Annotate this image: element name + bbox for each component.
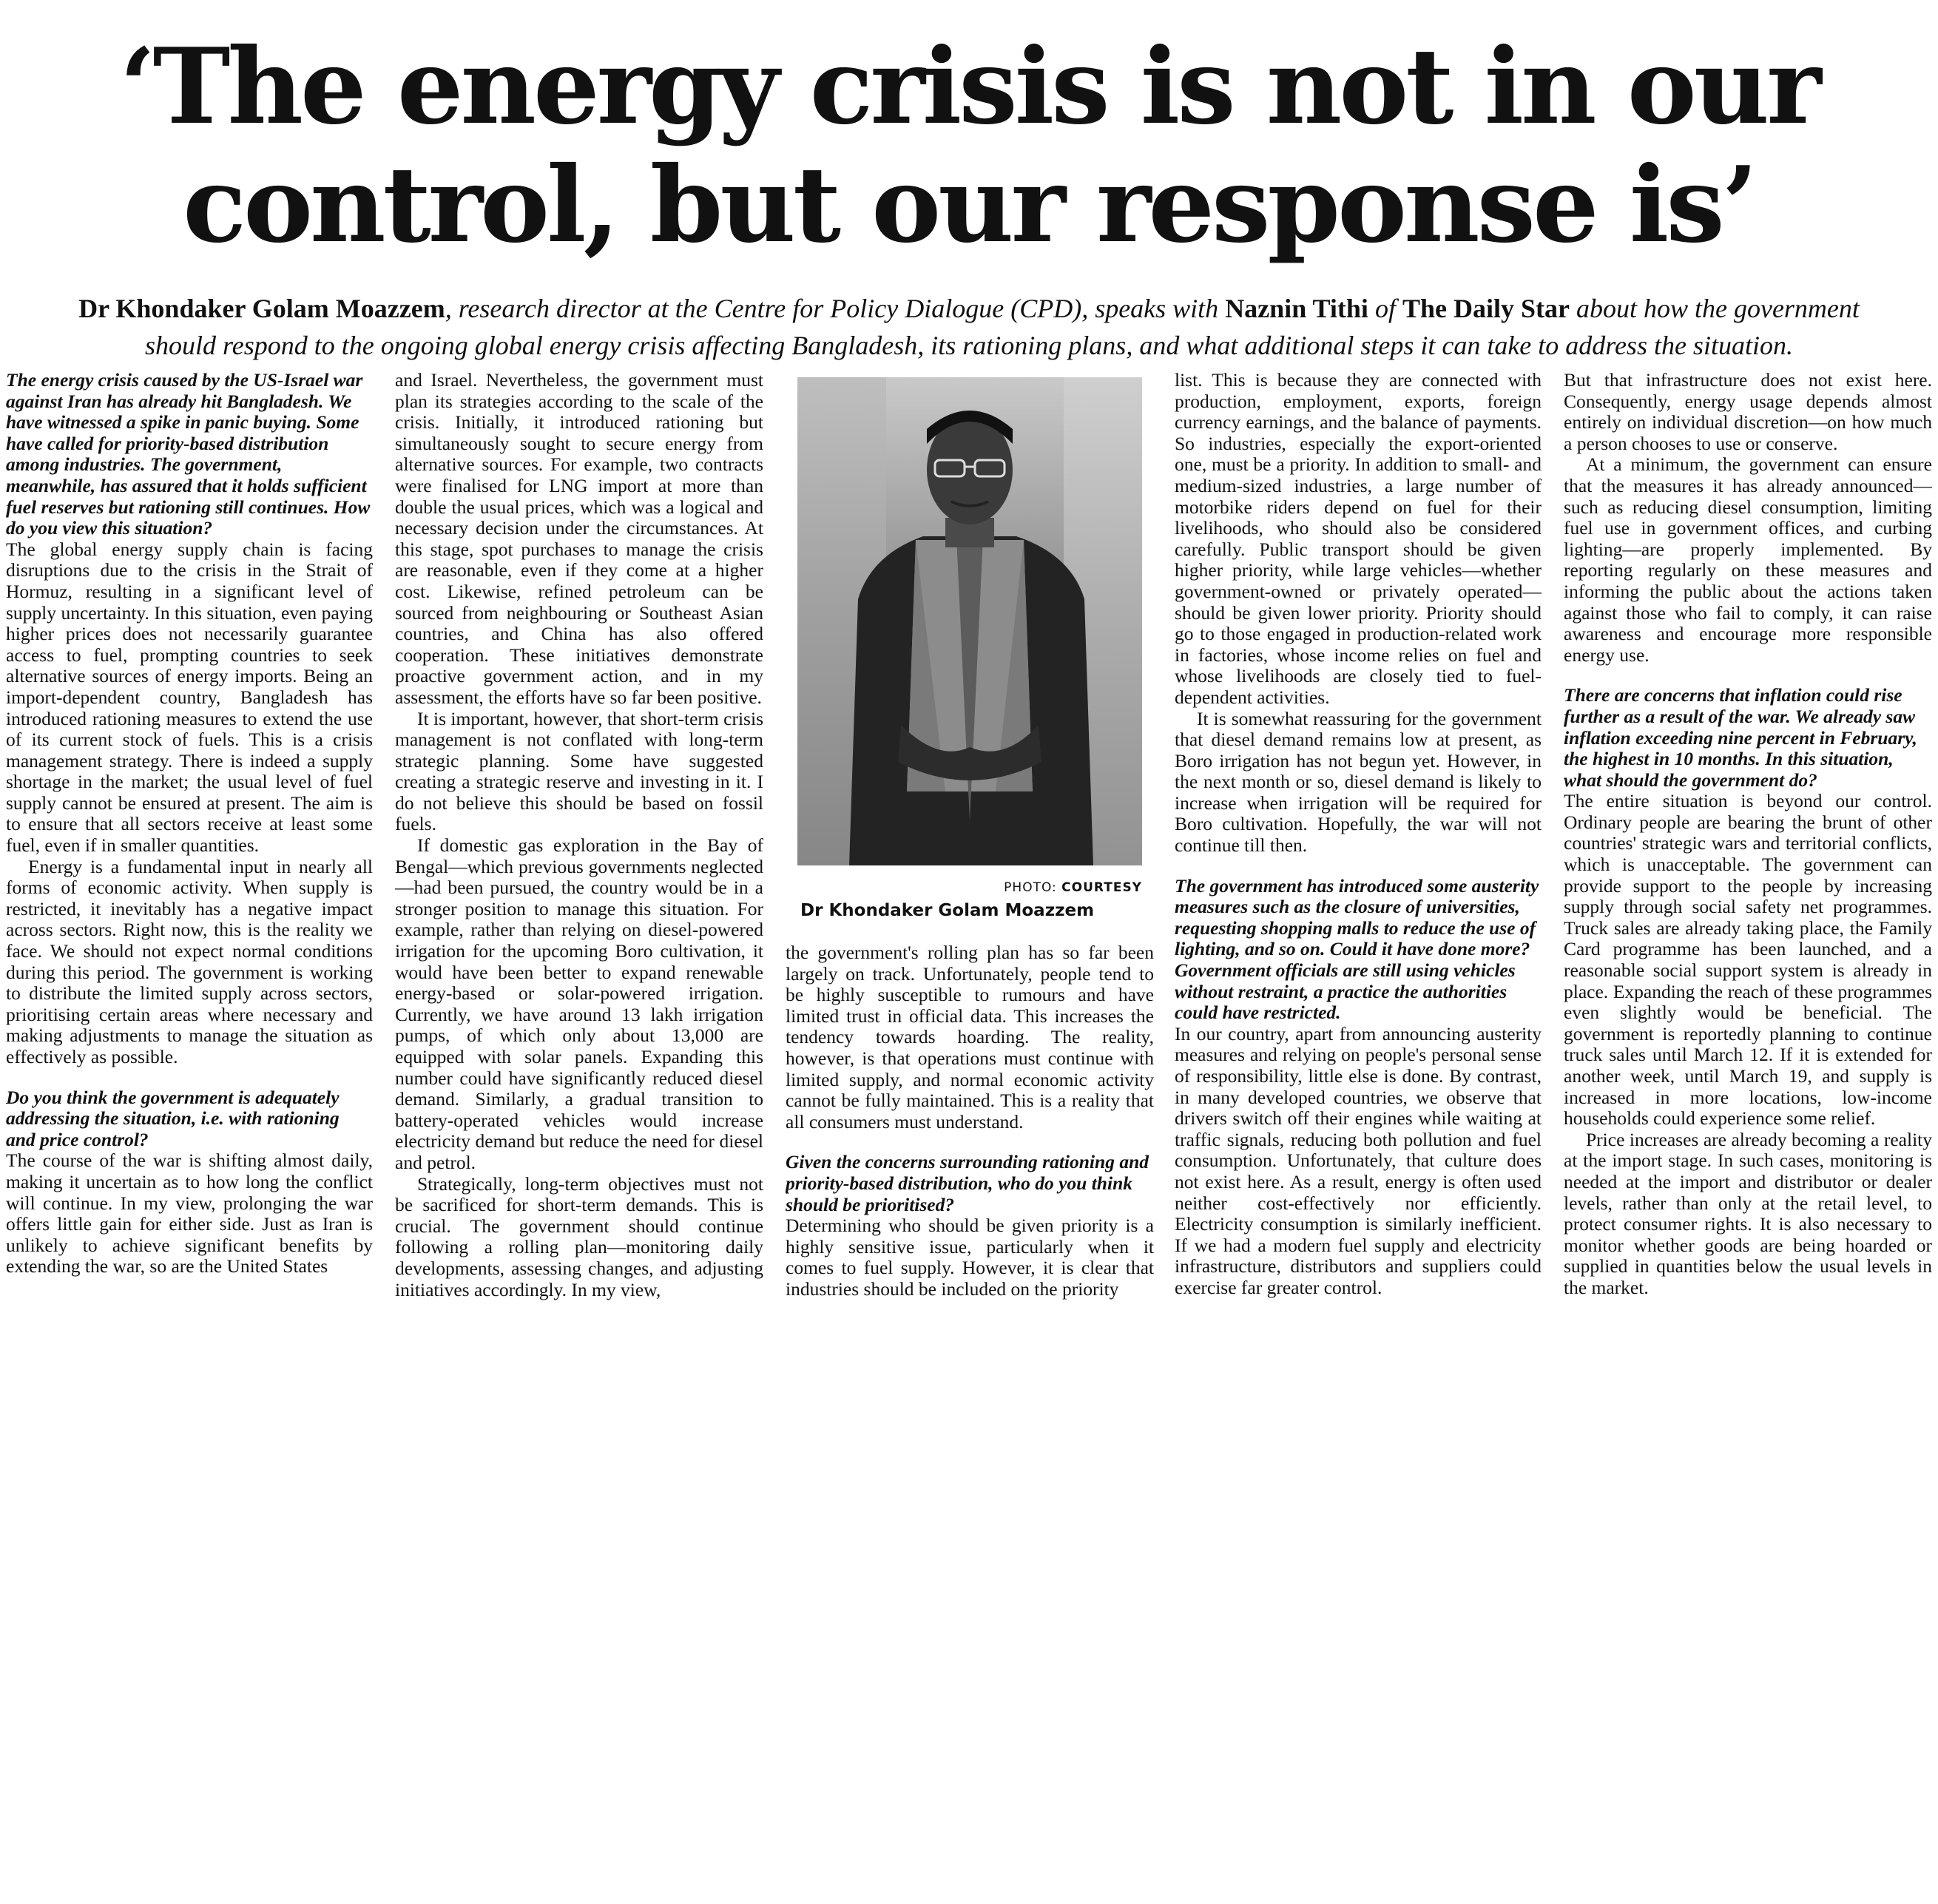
standfirst-interviewee: Dr Khondaker Golam Moazzem xyxy=(78,294,445,323)
headline-line-1: ‘The energy crisis is not in our xyxy=(119,26,1819,148)
portrait-photo xyxy=(797,377,1142,865)
portrait-illustration xyxy=(797,377,1142,865)
interview-answer: At a minimum, the government can ensure that the measures it has already announced—such as reducing diesel consumption, limiting fuel use in government offices, and curbing lighting—are properly implemented. By reporting regularly on these measures and informing the public about the actions taken against those who fail to comply, it can raise awareness and encourage more responsible energy use. xyxy=(1564,453,1932,666)
photo-credit-value: COURTESY xyxy=(1061,880,1142,895)
interview-answer: Price increases are already becoming a reality at the import stage. In such cases, monitoring is needed at the import and distributor or dealer levels, rather than only at the retail level, to protect consumer rights. It is also necessary to monitor whether goods are being hoarded or supplied in quantities below the usual levels in the market. xyxy=(1564,1128,1932,1298)
interview-answer: the government's rolling plan has so far been largely on track. Unfortunately, people tend to be highly susceptible to rumours and have limited trust in official data. This increases the tendency towards hoarding. The reality, however, is that operations must continue with limited supply, and normal economic activity cannot be fully maintained. This is a reality that all consumers must understand. xyxy=(786,942,1154,1132)
interview-answer: If domestic gas exploration in the Bay of Bengal—which previous governments neglected—had been pursued, the country would be in a stronger position to manage this situation. For example, rather than relying on diesel-powered irrigation for the upcoming Boro cultivation, it would have been better to expand renewable energy-based or solar-powered irrigation. Currently, we have around 13 lakh irrigation pumps, of which only about 13,000 are equipped with solar panels. Expanding this number could have significantly reduced diesel demand. Similarly, a gradual transition to battery-operated vehicles would increase electricity demand but reduce the need for diesel and petrol. xyxy=(395,834,763,1173)
standfirst-role: , research director at the Centre for Policy Dialogue (CPD), speaks with xyxy=(445,294,1226,323)
interview-answer: The entire situation is beyond our control. Ordinary people are bearing the brunt of other countries' strategic wars and territorial conflicts, which is unacceptable. The government can provide support to the people by increasing supply through social safety net programmes. Truck sales are already taking place, the Family Card programme has been launched, and a reasonable social support system is already in place. Expanding the reach of these programmes even slightly would be beneficial. The government is reportedly planning to continue truck sales until March 12. If it is extended for another week, until March 19, and supply is increased in more locations, low-income households could experience some relief. xyxy=(1564,790,1932,1130)
interview-question: The energy crisis caused by the US-Israel war against Iran has already hit Bangladesh. We have witnessed a spike in panic buying. Some have called for priority-based distribution among industries. The government, meanwhile, has assured that it holds sufficient fuel reserves but rationing still continues. How do you view this situation? xyxy=(6,370,371,539)
interview-answer: Strategically, long-term objectives must not be sacrificed for short-term demands. This is crucial. The government should continue following a rolling plan—monitoring daily developments, assessing changes, and adjusting initiatives accordingly. In my view, xyxy=(395,1172,763,1300)
article-column-3 xyxy=(786,942,1154,1904)
standfirst-rest: about how the government should respond to the ongoing global energy crisis affecting Bangladesh, its rationing plans, and what additional steps it can take to address the situation. xyxy=(145,294,1860,360)
interview-answer: and Israel. Nevertheless, the government must plan its strategies according to the scale of the crisis. Initially, it introduced rationing but simultaneously sought to secure energy from alternative sources. For example, two contracts were finalised for LNG import at more than double the usual prices, which was a logical and necessary decision under the circumstances. At this stage, spot purchases to manage the crisis are reasonable, even if they come at a higher cost. Likewise, refined petroleum can be sourced from neighbouring or Southeast Asian countries, and China has also offered cooperation. These initiatives demonstrate proactive government action, and in my assessment, the efforts have so far been positive. xyxy=(395,370,763,708)
article-column-2 xyxy=(395,370,763,1331)
interview-answer: Determining who should be given priority is a highly sensitive issue, particularly when it comes to fuel supply. However, it is clear that industries should be included on the priority xyxy=(786,1215,1154,1300)
article-column-4 xyxy=(1175,370,1542,1331)
interview-question: There are concerns that inflation could rise further as a result of the war. We already saw inflation exceeding nine percent in February, the highest in 10 months. In this situation, what should the government do? xyxy=(1564,684,1917,791)
interview-answer: Energy is a fundamental input in nearly all forms of economic activity. When supply is restricted, it inevitably has a negative impact across sectors. Right now, this is the reality we face. We should not expect normal conditions during this period. The government is working to distribute the limited supply across sectors, prioritising certain areas where necessary and making adjustments to manage the situation as effectively as possible. xyxy=(6,855,373,1067)
interview-question: The government has introduced some austerity measures such as the closure of universities, requesting shopping malls to reduce the use of lighting, and so on. Could it have done more? Government officials are still using vehicles without restraint, a practice the authorities could have restricted. xyxy=(1175,874,1539,1024)
standfirst-paper: The Daily Star xyxy=(1402,294,1570,323)
interview-answer: But that infrastructure does not exist here. Consequently, energy usage depends almost entirely on individual discretion—on how much a person chooses to use or conserve. xyxy=(1564,370,1932,454)
standfirst-interviewer: Naznin Tithi xyxy=(1225,294,1368,323)
photo-caption: Dr Khondaker Golam Moazzem xyxy=(800,901,1095,920)
interview-answer: In our country, apart from announcing austerity measures and relying on people's personal sense of responsibility, little else is done. By contrast, in many developed countries, we observe that drivers switch off their engines while waiting at traffic signals, reducing both pollution and fuel consumption. Unfortunately, that culture does not exist here. As a result, energy is often used neither cost-effectively nor efficiently. Electricity consumption is similarly inefficient. If we had a modern fuel supply and electricity infrastructure, distributors and suppliers could exercise far greater control. xyxy=(1175,1022,1542,1298)
headline xyxy=(0,28,1938,265)
standfirst xyxy=(44,290,1894,364)
standfirst-of: of xyxy=(1368,294,1402,323)
interview-answer: It is somewhat reassuring for the government that diesel demand remains low at present, as Boro irrigation has not begun yet. However, in the next month or so, diesel demand is likely to increase when irrigation will be required for Boro cultivation. Hopefully, the war will not continue till then. xyxy=(1175,707,1542,857)
article-column-1 xyxy=(6,370,373,1331)
interview-question: Do you think the government is adequately addressing the situation, i.e. with rationing and price control? xyxy=(6,1086,340,1150)
interview-answer: The course of the war is shifting almost daily, making it uncertain as to how long the conflict will continue. In my view, prolonging the war offers little gain for either side. Just as Iran is unlikely to achieve significant benefits by extending the war, so are the United States xyxy=(6,1150,373,1277)
interview-answer: The global energy supply chain is facing disruptions due to the crisis in the Strait of Hormuz, resulting in a significant level of supply uncertainty. In this situation, even paying higher prices does not necessarily guarantee access to fuel, prompting countries to seek alternative sources of energy imports. Being an import-dependent country, Bangladesh has introduced rationing measures to extend the use of its current stock of fuels. This is a crisis management strategy. There is indeed a supply shortage in the market; the usual level of fuel supply cannot be ensured at present. The aim is to ensure that all sectors receive at least some fuel, even if in smaller quantities. xyxy=(6,538,373,857)
interview-question: Given the concerns surrounding rationing and priority-based distribution, who do you think should be prioritised? xyxy=(786,1151,1149,1215)
photo-credit-label: PHOTO: xyxy=(1004,880,1062,895)
interview-answer: It is important, however, that short-term crisis management is not conflated with long-term strategic planning. Some have suggested creating a strategic reserve and investing in it. I do not believe this should be based on fossil fuels. xyxy=(395,707,763,835)
interview-answer: list. This is because they are connected with production, employment, exports, foreign currency earnings, and the balance of payments. So industries, especially the export-oriented one, must be a priority. In addition to small- and medium-sized industries, a large number of motorbike riders depend on fuel for their livelihoods, who should also be considered carefully. Public transport should be given higher priority, while large vehicles—whether government-owned or privately operated—should be given lower priority. Priority should go to those engaged in production-related work in factories, whose income relies on fuel and whose livelihoods are closely tied to fuel-dependent activities. xyxy=(1175,370,1542,708)
headline-line-2: control, but our response is’ xyxy=(183,144,1755,266)
article-column-5 xyxy=(1564,370,1932,1331)
photo-credit xyxy=(797,880,1142,895)
